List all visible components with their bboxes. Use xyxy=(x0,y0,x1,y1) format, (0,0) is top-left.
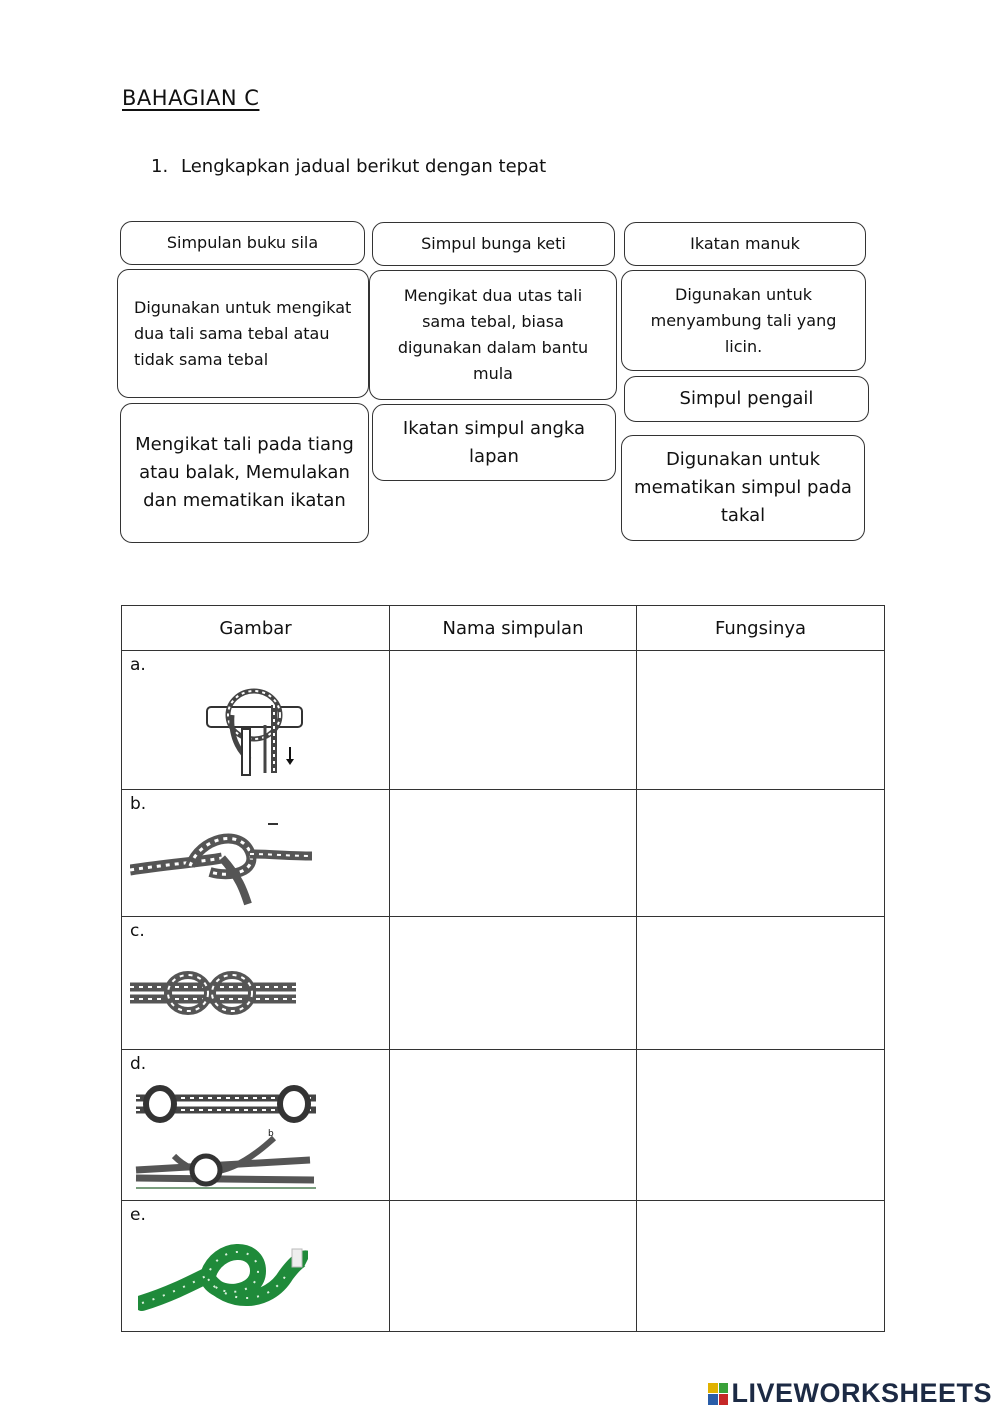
card-simpul-pengail[interactable]: Simpul pengail xyxy=(624,376,869,422)
card-fungsi-tali-licin[interactable]: Digunakan untuk menyambung tali yang licin. xyxy=(621,270,866,371)
card-simpul-bunga-keti[interactable]: Simpul bunga keti xyxy=(372,222,615,266)
clove-hitch-knot-image xyxy=(202,685,322,785)
fishermans-knot-image xyxy=(134,1080,318,1198)
row-label: d. xyxy=(130,1054,147,1074)
table-row xyxy=(122,790,885,917)
question xyxy=(151,156,546,177)
card-fungsi-bantu-mula[interactable]: Mengikat dua utas tali sama tebal, biasa digunakan dalam bantu mula xyxy=(369,270,617,400)
card-ikatan-simpul-angka-lapan[interactable]: Ikatan simpul angka lapan xyxy=(372,404,616,481)
card-fungsi-tiang-balak[interactable]: Mengikat tali pada tiang atau balak, Memulakan dan mematikan ikatan xyxy=(120,403,369,543)
question-number: 1. xyxy=(151,156,169,177)
header-nama-simpulan: Nama simpulan xyxy=(390,606,637,651)
row-label: b. xyxy=(130,794,147,814)
question-text: Lengkapkan jadual berikut dengan tepat xyxy=(181,156,547,177)
header-fungsinya: Fungsinya xyxy=(637,606,885,651)
section-title: BAHAGIAN C xyxy=(122,86,260,110)
table-row xyxy=(122,917,885,1050)
header-gambar: Gambar xyxy=(122,606,390,651)
table-row xyxy=(122,651,885,790)
liveworksheets-logo xyxy=(708,1378,992,1409)
logo-grid-icon xyxy=(708,1383,728,1405)
row-label: e. xyxy=(130,1205,146,1225)
logo-text: LIVEWORKSHEETS xyxy=(731,1378,992,1408)
svg-text:b: b xyxy=(268,1129,274,1139)
figure-eight-knot-image xyxy=(138,1235,308,1325)
reef-knot-image xyxy=(130,967,296,1015)
card-fungsi-takal[interactable]: Digunakan untuk mematikan simpul pada takal xyxy=(621,435,865,541)
card-simpulan-buku-sila[interactable]: Simpulan buku sila xyxy=(120,221,365,265)
row-label: c. xyxy=(130,921,145,941)
sheet-bend-knot-image xyxy=(130,818,312,910)
table-row xyxy=(122,1050,885,1201)
knot-table xyxy=(121,605,885,1332)
table-row xyxy=(122,1201,885,1332)
card-ikatan-manuk[interactable]: Ikatan manuk xyxy=(624,222,866,266)
card-fungsi-mengikat-dua-tali[interactable]: Digunakan untuk mengikat dua tali sama tebal atau tidak sama tebal xyxy=(117,269,369,398)
row-label: a. xyxy=(130,655,146,675)
